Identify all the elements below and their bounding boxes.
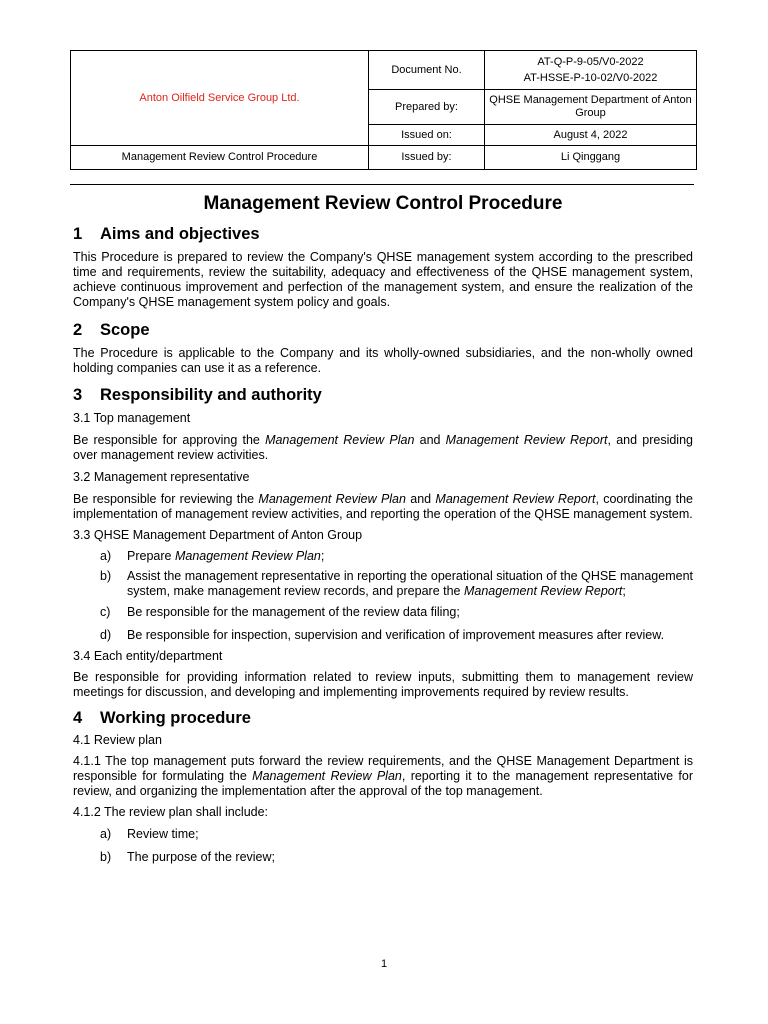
document-no-value (485, 51, 697, 90)
list-item: d) Be responsible for inspection, supervision and verification of improvement measures after review. (100, 628, 665, 642)
document-no-label: Document No. (369, 51, 485, 90)
document-title: Management Review Control Procedure (203, 193, 563, 214)
header-divider (70, 184, 694, 185)
prepared-by-value: QHSE Management Department of Anton Group (485, 90, 697, 125)
section-3-1-body: Be responsible for approving the Management Review Plan and Management Review Report, and presiding over management review activities. (73, 433, 693, 462)
company-name: Anton Oilfield Service Group Ltd. (71, 51, 369, 146)
section-4-1-1-body: 4.1.1 The top management puts forward the review requirements, and the QHSE Management Department is responsible for formulating the Management Review Plan, reporting it to the management representative for review, and organizing the implementation after the approval of the top management. (73, 754, 693, 798)
section-3-heading: 3 Responsibility and authority (73, 386, 322, 404)
list-item: b) The purpose of the review; (100, 850, 275, 864)
document-body (73, 191, 693, 865)
section-3-4-title: 3.4 Each entity/department (73, 649, 223, 663)
section-3-2-title: 3.2 Management representative (73, 470, 250, 484)
section-3-1-title: 3.1 Top management (73, 411, 191, 425)
section-3-2-body: Be responsible for reviewing the Management Review Plan and Management Review Report, coordinating the implementation of management review activities, and reporting the operation of the QHSE management system. (73, 492, 693, 521)
section-1-body: This Procedure is prepared to review the Company's QHSE management system according to the prescribed time and requirements, review the suitability, adequacy and effectiveness of the QHSE management system, achieve continuous improvement and perfection of the management system, and ensure the realization of the Company's QHSE management system policy and goals. (73, 250, 693, 309)
list-item: b) Assist the management representative in reporting the operational situation of the QHSE management system, make management review records, and prepare the Management Review Report; (100, 569, 693, 598)
prepared-by-label: Prepared by: (369, 90, 485, 125)
issued-on-label: Issued on: (369, 125, 485, 146)
list-item: a) Prepare Management Review Plan; (100, 549, 325, 563)
document-no-line1: AT-Q-P-9-05/V0-2022 (537, 55, 644, 68)
page-number: 1 (380, 958, 388, 970)
section-2-heading: 2 Scope (73, 321, 150, 339)
section-1-heading: 1 Aims and objectives (73, 225, 260, 243)
header-table (70, 50, 697, 170)
section-2-body: The Procedure is applicable to the Company and its wholly-owned subsidiaries, and the non-wholly owned holding companies can use it as a reference. (73, 346, 693, 375)
issued-by-value: Li Qinggang (485, 146, 697, 170)
section-4-1-2-title: 4.1.2 The review plan shall include: (73, 805, 269, 819)
procedure-name: Management Review Control Procedure (71, 146, 369, 170)
section-4-heading: 4 Working procedure (73, 709, 251, 727)
section-3-3-title: 3.3 QHSE Management Department of Anton Group (73, 528, 363, 542)
section-4-1-title: 4.1 Review plan (73, 733, 162, 747)
list-item: a) Review time; (100, 827, 199, 841)
issued-on-value: August 4, 2022 (485, 125, 697, 146)
section-3-4-body: Be responsible for providing information related to review inputs, submitting them to management review meetings for discussion, and developing and implementing improvements required by review results. (73, 670, 693, 699)
document-no-line2: AT-HSSE-P-10-02/V0-2022 (523, 71, 658, 84)
issued-by-label: Issued by: (369, 146, 485, 170)
list-item: c) Be responsible for the management of the review data filing; (100, 605, 460, 619)
